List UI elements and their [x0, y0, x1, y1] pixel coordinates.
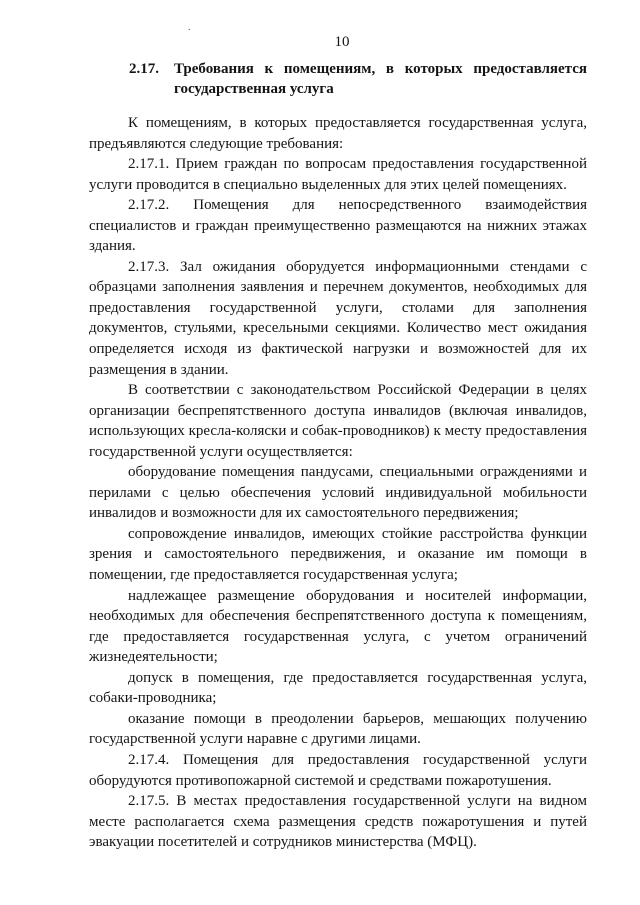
- paragraph: 2.17.3. Зал ожидания оборудуется информационными стендами с образцами заполнения заявления и перечнем документов, необходимых для предоставления государственной услуги, столами для заполнения документов, стульями, кресельными секциями. Количество мест ожидания определяется исходя из фактической нагрузки и возможностей для их размещения в здании.: [89, 258, 587, 378]
- section-number: 2.17.: [129, 61, 159, 77]
- list-item: оказание помощи в преодолении барьеров, мешающих получению государственной услуги наравне с другими лицами.: [89, 710, 587, 748]
- section-title-line-2: государственная услуга: [174, 81, 334, 97]
- list-item: оборудование помещения пандусами, специальными ограждениями и перилами с целью обеспечения условий индивидуальной мобильности инвалидов и возможности для их самостоятельного передвижения;: [89, 464, 587, 522]
- paragraph: В соответствии с законодательством Российской Федерации в целях организации беспрепятственного доступа инвалидов (включая инвалидов, использующих кресла-коляски и собак-проводников) к месту предоставления государственной услуги осуществляется:: [89, 382, 587, 460]
- scan-mark: .: [188, 22, 191, 33]
- document-body: [89, 113, 587, 853]
- paragraph: 2.17.1. Прием граждан по вопросам предоставления государственной услуги проводится в специально выделенных для этих целей помещениях.: [89, 156, 587, 193]
- paragraph: К помещениям, в которых предоставляется государственная услуга, предъявляются следующие требования:: [89, 115, 587, 152]
- list-item: допуск в помещения, где предоставляется государственная услуга, собаки-проводника;: [89, 669, 587, 707]
- section-heading: [129, 59, 587, 99]
- paragraph: 2.17.4. Помещения для предоставления государственной услуги оборудуются противопожарной системой и средствами пожаротушения.: [89, 751, 587, 789]
- page-number: 10: [334, 34, 350, 50]
- section-title-line-1: Требования к помещениям, в которых предоставляется: [174, 61, 587, 77]
- paragraph: 2.17.5. В местах предоставления государственной услуги на видном месте располагается схема размещения средств пожаротушения и путей эвакуации посетителей и сотрудников министерства (МФЦ).: [89, 793, 587, 851]
- paragraph: 2.17.2. Помещения для непосредственного взаимодействия специалистов и граждан преимущественно размещаются на нижних этажах здания.: [89, 197, 587, 255]
- list-item: надлежащее размещение оборудования и носителей информации, необходимых для обеспечения беспрепятственного доступа к помещениям, где предоставляется государственная услуга, с учетом ограничений жизнедеятельности;: [89, 587, 587, 666]
- list-item: сопровождение инвалидов, имеющих стойкие расстройства функции зрения и самостоятельного передвижения, и оказание им помощи в помещении, где предоставляется государственная услуга;: [89, 525, 587, 584]
